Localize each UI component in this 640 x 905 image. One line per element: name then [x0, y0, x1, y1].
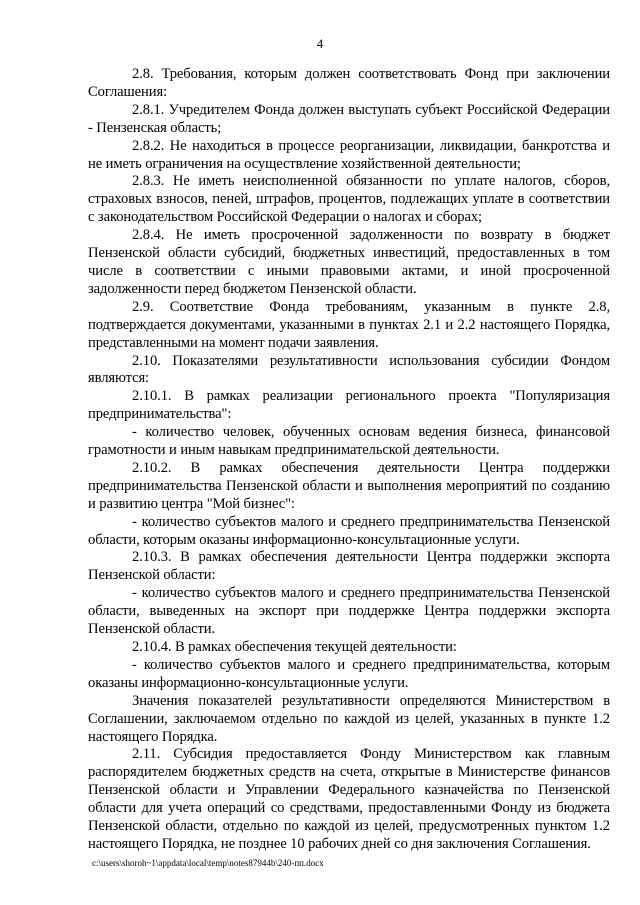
paragraph: 2.8.3. Не иметь неисполненной обязанности по уплате налогов, сборов, страховых взносов, пеней, штрафов, процентов, подлежащих уплате в соответствии с законодательством Российской Федерации о налогах и сборах;	[88, 173, 610, 226]
paragraph: 2.8.1. Учредителем Фонда должен выступать субъект Российской Федерации - Пензенская область;	[88, 101, 610, 136]
paragraph: 2.9. Соответствие Фонда требованиям, указанным в пункте 2.8, подтверждается документами, указанными в пунктах 2.1 и 2.2 настоящего Порядка, представленными на момент подачи заявления.	[88, 298, 610, 351]
paragraph: 2.10. Показателями результативности использования субсидии Фондом являются:	[88, 352, 610, 387]
paragraph: - количество субъектов малого и среднего предпринимательства Пензенской области, которым оказаны информационно-консультационные услуги.	[88, 513, 610, 548]
paragraph: 2.8. Требования, которым должен соответствовать Фонд при заключении Соглашения:	[88, 66, 610, 100]
footer-file-path: c:\users\shoroh~1\appdata\local\temp\notes87944b\240-пп.docx	[92, 858, 324, 868]
document-body	[88, 66, 610, 854]
paragraph: 2.10.4. В рамках обеспечения текущей деятельности:	[132, 639, 457, 655]
paragraph: - количество субъектов малого и среднего предпринимательства, которым оказаны информационно-консультационные услуги.	[88, 656, 610, 691]
page-number: 4	[316, 36, 324, 51]
paragraph: 2.8.2. Не находиться в процессе реорганизации, ликвидации, банкротства и не иметь ограничения на осуществление хозяйственной деятельности;	[88, 137, 610, 172]
paragraph: - количество человек, обученных основам ведения бизнеса, финансовой грамотности и иным навыкам предпринимательской деятельности.	[88, 424, 610, 459]
paragraph: - количество субъектов малого и среднего предпринимательства Пензенской области, выведенных на экспорт при поддержке Центра поддержки экспорта Пензенской области.	[88, 585, 610, 638]
paragraph: Значения показателей результативности определяются Министерством в Соглашении, заключаемом отдельно по каждой из целей, указанных в пункте 1.2 настоящего Порядка.	[88, 692, 610, 745]
paragraph: 2.10.1. В рамках реализации регионального проекта "Популяризация предпринимательства":	[88, 388, 610, 423]
paragraph: 2.10.2. В рамках обеспечения деятельности Центра поддержки предпринимательства Пензенской области и выполнения мероприятий по созданию и развитию центра "Мой бизнес":	[88, 459, 610, 512]
paragraph: 2.10.3. В рамках обеспечения деятельности Центра поддержки экспорта Пензенской области:	[88, 549, 610, 584]
paragraph: 2.11. Субсидия предоставляется Фонду Министерством как главным распорядителем бюджетных средств на счета, открытые в Министерстве финансов Пензенской области и Управлении Федерального казначейства по Пензенской области для учета операций со средствами, предоставленными Фонду из бюджета Пензенской области, отдельно по каждой из целей, предусмотренных пунктом 1.2 настоящего Порядка, не позднее 10 рабочих дней со дня заключения Соглашения.	[88, 746, 610, 852]
paragraph: 2.8.4. Не иметь просроченной задолженности по возврату в бюджет Пензенской области субсидий, бюджетных инвестиций, предоставленных в том числе в соответствии с иными правовыми актами, и иной просроченной задолженности перед бюджетом Пензенской области.	[88, 227, 610, 297]
